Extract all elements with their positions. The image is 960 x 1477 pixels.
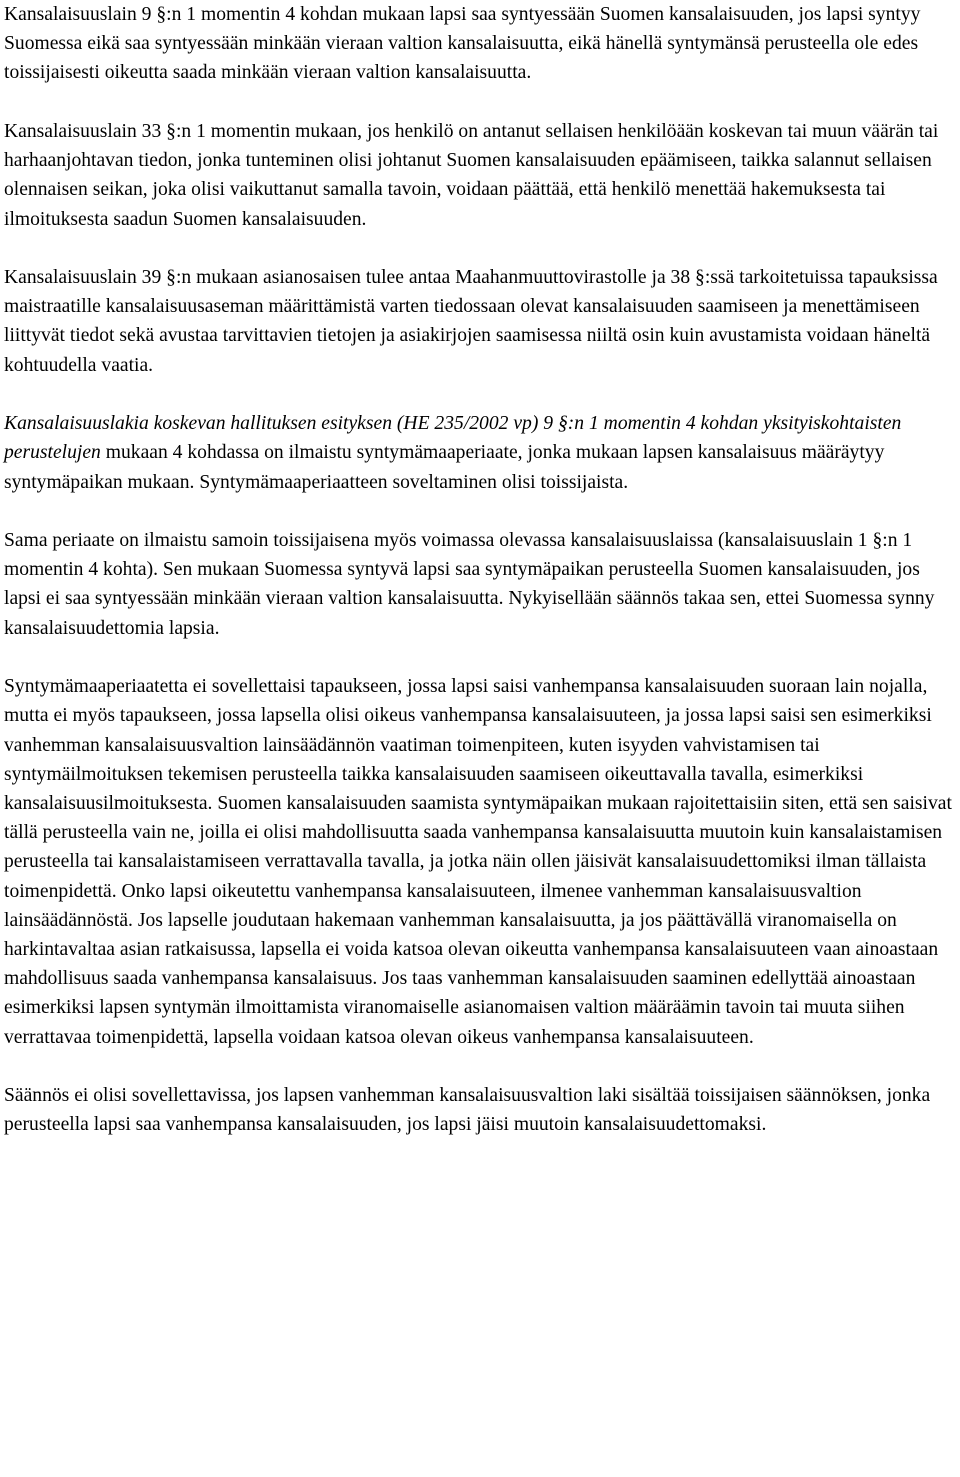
- paragraph-not-applicable: Säännös ei olisi sovellettavissa, jos lapsen vanhemman kansalaisuusvaltion laki sisältää toissijaisen säännöksen, jonka perusteella lapsi saa vanhempansa kansalaisuuden, jos lapsi jäisi muutoin kansalaisuudettomaksi.: [4, 1085, 931, 1136]
- paragraph-government-proposal: [4, 409, 956, 497]
- government-proposal-text: mukaan 4 kohdassa on ilmaistu syntymämaaperiaate, jonka mukaan lapsen kansalaisuus määräytyy syntymäpaikan mukaan. Syntymämaaperiaatteen soveltaminen olisi toissijaista.: [4, 442, 885, 493]
- document-page: [4, 0, 956, 1139]
- paragraph-section-9: Kansalaisuuslain 9 §:n 1 momentin 4 kohdan mukaan lapsi saa syntyessään Suomen kansalaisuuden, jos lapsi syntyy Suomessa eikä saa syntyessään minkään vieraan valtion kansalaisuutta, eikä hänellä syntymänsä perusteella ole edes toissijaisesti oikeutta saada minkään vieraan valtion kansalaisuutta.: [4, 4, 921, 84]
- paragraph-birthplace-principle: Syntymämaaperiaatetta ei sovellettaisi tapaukseen, jossa lapsi saisi vanhempansa kansalaisuuden suoraan lain nojalla, mutta ei myös tapaukseen, jossa lapsella olisi oikeus vanhempansa kansalaisuuteen, ja jossa lapsi saisi sen esimerkiksi vanhemman kansalaisuusvaltion lainsäädännön vaatiman toimenpiteen, kuten isyyden vahvistamisen tai syntymäilmoituksen tekemisen perusteella taikka kansalaisuuden saamiseen oikeuttavalla tavalla, esimerkiksi kansalaisuusilmoituksesta. Suomen kansalaisuuden saamista syntymäpaikan mukaan rajoitettaisiin siten, että sen saisivat tällä perusteella vain ne, joilla ei olisi mahdollisuutta saada vanhempansa kansalaisuutta muutoin kuin kansalaistamisen perusteella tai kansalaistamiseen verrattavalla tavalla, ja jotka näin ollen jäisivät kansalaisuudettomiksi ilman tällaista toimenpidettä. Onko lapsi oikeutettu vanhempansa kansalaisuuteen, ilmenee vanhemman kansalaisuusvaltion lainsäädännöstä. Jos lapselle joudutaan hakemaan vanhemman kansalaisuutta, ja jos päättävällä viranomaisella on harkintavaltaa asian ratkaisussa, lapsella ei voida katsoa olevan oikeutta vanhempansa kansalaisuuteen vaan ainoastaan mahdollisuus saada vanhempansa kansalaisuus. Jos taas vanhemman kansalaisuuden saaminen edellyttää ainoastaan esimerkiksi lapsen syntymän ilmoittamista viranomaiselle asianomaisen valtion määräämin tavoin tai muuta siihen verrattavaa toimenpidettä, lapsella voidaan katsoa olevan oikeus vanhempansa kansalaisuuteen.: [4, 676, 952, 1048]
- paragraph-section-39: Kansalaisuuslain 39 §:n mukaan asianosaisen tulee antaa Maahanmuuttovirastolle ja 38 §:ssä tarkoitetuissa tapauksissa maistraatille kansalaisuusaseman määrittämistä varten tiedossaan olevat kansalaisuuden saamiseen ja menettämiseen liittyvät tiedot sekä avustaa tarvittavien tietojen ja asiakirjojen saamisessa niiltä osin kuin avustamista voidaan häneltä kohtuudella vaatia.: [4, 267, 938, 376]
- government-proposal-citation: Kansalaisuuslakia koskevan hallituksen esityksen (HE 235/2002 vp) 9 §:n 1 momentin 4 kohdan yksityiskohtaisten perustelujen: [4, 413, 902, 464]
- paragraph-section-33: Kansalaisuuslain 33 §:n 1 momentin mukaan, jos henkilö on antanut sellaisen henkilöään koskevan tai muun väärän tai harhaanjohtavan tiedon, jonka tunteminen olisi johtanut Suomen kansalaisuuden epäämiseen, taikka salannut sellaisen olennaisen seikan, joka olisi vaikuttanut samalla tavoin, voidaan päättää, että henkilö menettää hakemuksesta tai ilmoituksesta saadun Suomen kansalaisuuden.: [4, 120, 939, 230]
- paragraph-same-principle: Sama periaate on ilmaistu samoin toissijaisena myös voimassa olevassa kansalaisuuslaissa (kansalaisuuslain 1 §:n 1 momentin 4 kohta). Sen mukaan Suomessa syntyvä lapsi saa syntymäpaikan perusteella Suomen kansalaisuuden, jos lapsi ei saa syntyessään minkään vieraan valtion kansalaisuutta. Nykyisellään säännös takaa sen, ettei Suomessa synny kansalaisuudettomia lapsia.: [4, 530, 935, 639]
